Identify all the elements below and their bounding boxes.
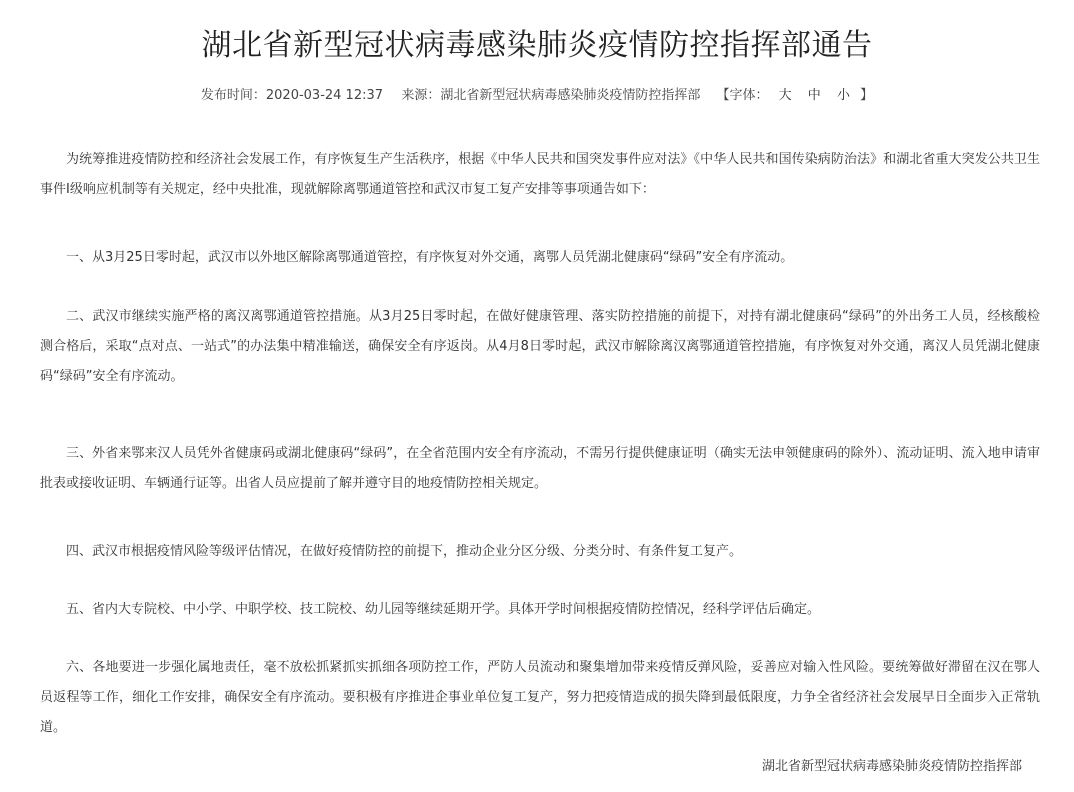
font-medium-button[interactable]: 中: [807, 88, 821, 103]
font-large-button[interactable]: 大: [778, 88, 792, 103]
source-label: 来源：: [401, 88, 441, 103]
paragraph-item-1: 一、从3月25日零时起，武汉市以外地区解除离鄂通道管控，有序恢复对外交通，离鄂人员凭湖北健康码“绿码”安全有序流动。: [66, 250, 794, 265]
publish-label: 发布时间：: [200, 88, 266, 103]
paragraph-item-3: 三、外省来鄂来汉人员凭外省健康码或湖北健康码“绿码”，在全省范围内安全有序流动，不需另行提供健康证明（确实无法申领健康码的除外）、流动证明、流入地申请审批表或接收证明、车辆通行证等。出省人员应提前了解并遵守目的地疫情防控相关规定。: [40, 446, 1040, 491]
signature: 湖北省新型冠状病毒感染肺炎疫情防控指挥部: [761, 759, 1022, 774]
font-control-open: 【字体：: [716, 88, 769, 103]
paragraph-item-2: 二、武汉市继续实施严格的离汉离鄂通道管控措施。从3月25日零时起，在做好健康管理、落实防控措施的前提下，对持有湖北健康码“绿码”的外出务工人员，经核酸检测合格后，采取“点对点、一站式”的办法集中精准输送，确保安全有序返岗。从4月8日零时起，武汉市解除离汉离鄂通道管控措施，有序恢复对外交通，离汉人员凭湖北健康码“绿码”安全有序流动。: [40, 309, 1040, 384]
font-size-control: [716, 86, 873, 106]
article-meta: [0, 86, 1074, 106]
article-title: 湖北省新型冠状病毒感染肺炎疫情防控指挥部通告: [201, 28, 873, 63]
paragraph-item-6: 六、各地要进一步强化属地责任，毫不放松抓紧抓实抓细各项防控工作，严防人员流动和聚集增加带来疫情反弹风险，妥善应对输入性风险。要统筹做好滞留在汉在鄂人员返程等工作，细化工作安排，确保安全有序流动。要积极有序推进企事业单位复工复产，努力把疫情造成的损失降到最低限度，力争全省经济社会发展早日全面步入正常轨道。: [40, 660, 1040, 735]
publish-time: 2020-03-24 12:37: [265, 88, 384, 103]
font-small-button[interactable]: 小: [836, 88, 850, 103]
paragraph-item-5: 五、省内大专院校、中小学、中职学校、技工院校、幼儿园等继续延期开学。具体开学时间根据疫情防控情况，经科学评估后确定。: [66, 602, 821, 617]
paragraph-intro: 为统筹推进疫情防控和经济社会发展工作，有序恢复生产生活秩序，根据《中华人民共和国突发事件应对法》《中华人民共和国传染病防治法》和湖北省重大突发公共卫生事件I级响应机制等有关规定，经中央批准，现就解除离鄂通道管控和武汉市复工复产安排等事项通告如下：: [40, 152, 1040, 197]
paragraph-item-4: 四、武汉市根据疫情风险等级评估情况，在做好疫情防控的前提下，推动企业分区分级、分类分时、有条件复工复产。: [66, 544, 743, 559]
source-name: 湖北省新型冠状病毒感染肺炎疫情防控指挥部: [440, 88, 701, 103]
font-control-close: 】: [860, 88, 874, 103]
